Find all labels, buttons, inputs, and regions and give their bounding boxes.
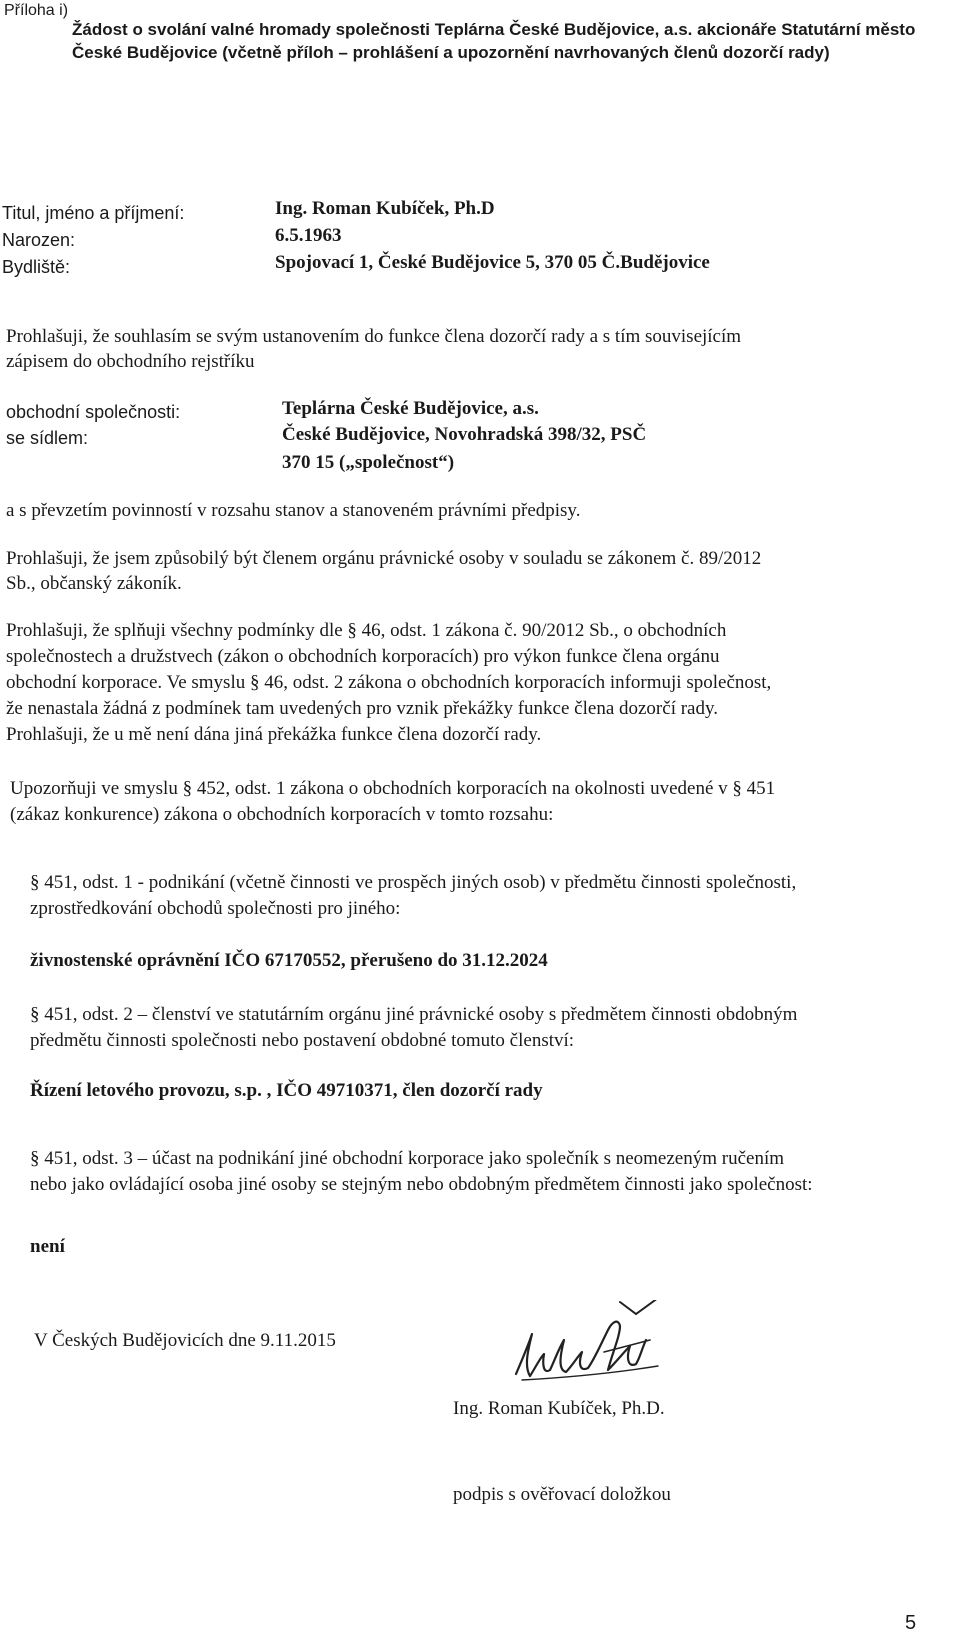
notice-line-1: Upozorňuji ve smyslu § 452, odst. 1 zákona o obchodních korporacích na okolnosti uvedené v § 451 <box>10 778 776 799</box>
s451-2-line-1: § 451, odst. 2 – členství ve statutárním orgánu jiné právnické osoby s předmětem činnosti obdobným <box>30 1004 798 1025</box>
company-value: Teplárna České Budějovice, a.s. <box>282 398 539 419</box>
notice-line-2: (zákaz konkurence) zákona o obchodních korporacích v tomto rozsahu: <box>10 804 554 825</box>
header-line-1: Žádost o svolání valné hromady společnosti Teplárna České Budějovice, a.s. akcionáře Statutární město <box>72 20 916 39</box>
s451-3-line-1: § 451, odst. 3 – účast na podnikání jiné obchodní korporace jako společník s neomezeným ručením <box>30 1148 785 1169</box>
place-date: V Českých Budějovicích dne 9.11.2015 <box>34 1330 336 1351</box>
signature-note: podpis s ověřovací doložkou <box>453 1484 671 1505</box>
capable-line-1: Prohlašuji, že jsem způsobilý být členem orgánu právnické osoby v souladu se zákonem č. 89/2012 <box>6 548 762 569</box>
declaration-line-2: zápisem do obchodního rejstříku <box>6 351 255 372</box>
attachment-label: Příloha i) <box>4 2 69 19</box>
declaration-line-1: Prohlašuji, že souhlasím se svým ustanovením do funkce člena dozorčí rady a s tím souvisejícím <box>6 326 742 347</box>
s451-3-line-2: nebo jako ovládající osoba jiné osoby se stejným nebo obdobným předmětem činnosti jako společnost: <box>30 1174 813 1195</box>
address-value: Spojovací 1, České Budějovice 5, 370 05 Č.Budějovice <box>275 252 710 273</box>
birth-label: Narozen: <box>2 230 76 250</box>
address-label: Bydliště: <box>2 257 71 277</box>
page-number: 5 <box>905 1612 917 1634</box>
s451-1-answer: živnostenské oprávnění IČO 67170552, přerušeno do 31.12.2024 <box>30 950 548 971</box>
s451-3-answer: není <box>30 1236 65 1257</box>
obligations-text: a s převzetím povinností v rozsahu stanov a stanoveném právními předpisy. <box>6 500 581 521</box>
conditions-line-3: obchodní korporace. Ve smyslu § 46, odst. 2 zákona o obchodních korporacích informuji společnost, <box>6 672 772 693</box>
conditions-line-2: společnostech a družstvech (zákon o obchodních korporacích) pro výkon funkce člena orgánu <box>6 646 720 667</box>
signer-name: Ing. Roman Kubíček, Ph.D. <box>453 1398 665 1419</box>
seat-label: se sídlem: <box>6 428 89 448</box>
name-value: Ing. Roman Kubíček, Ph.D <box>275 198 495 219</box>
s451-1-line-2: zprostředkování obchodů společnosti pro jiného: <box>30 898 401 919</box>
conditions-line-4: že nenastala žádná z podmínek tam uvedených pro vznik překážky funkce člena dozorčí rady. <box>6 698 718 719</box>
s451-2-line-2: předmětu činnosti společnosti nebo postavení obdobné tomuto členství: <box>30 1030 575 1051</box>
header-line-2: České Budějovice (včetně příloh – prohlášení a upozornění navrhovaných členů dozorčí rady) <box>72 43 830 62</box>
birth-value: 6.5.1963 <box>275 225 342 246</box>
conditions-line-5: Prohlašuji, že u mě není dána jiná překážka funkce člena dozorčí rady. <box>6 724 542 745</box>
s451-1-line-1: § 451, odst. 1 - podnikání (včetně činnosti ve prospěch jiných osob) v předmětu činnosti společnosti, <box>30 872 797 893</box>
handwritten-signature <box>508 1300 698 1392</box>
name-label: Titul, jméno a příjmení: <box>2 203 185 223</box>
seat-value-2: 370 15 („společnost“) <box>282 452 455 473</box>
conditions-line-1: Prohlašuji, že splňuji všechny podmínky dle § 46, odst. 1 zákona č. 90/2012 Sb., o obchodních <box>6 620 727 641</box>
seat-value-1: České Budějovice, Novohradská 398/32, PSČ <box>282 424 647 445</box>
company-label: obchodní společnosti: <box>6 402 181 422</box>
s451-2-answer: Řízení letového provozu, s.p. , IČO 49710371, člen dozorčí rady <box>30 1080 543 1101</box>
capable-line-2: Sb., občanský zákoník. <box>6 573 182 594</box>
